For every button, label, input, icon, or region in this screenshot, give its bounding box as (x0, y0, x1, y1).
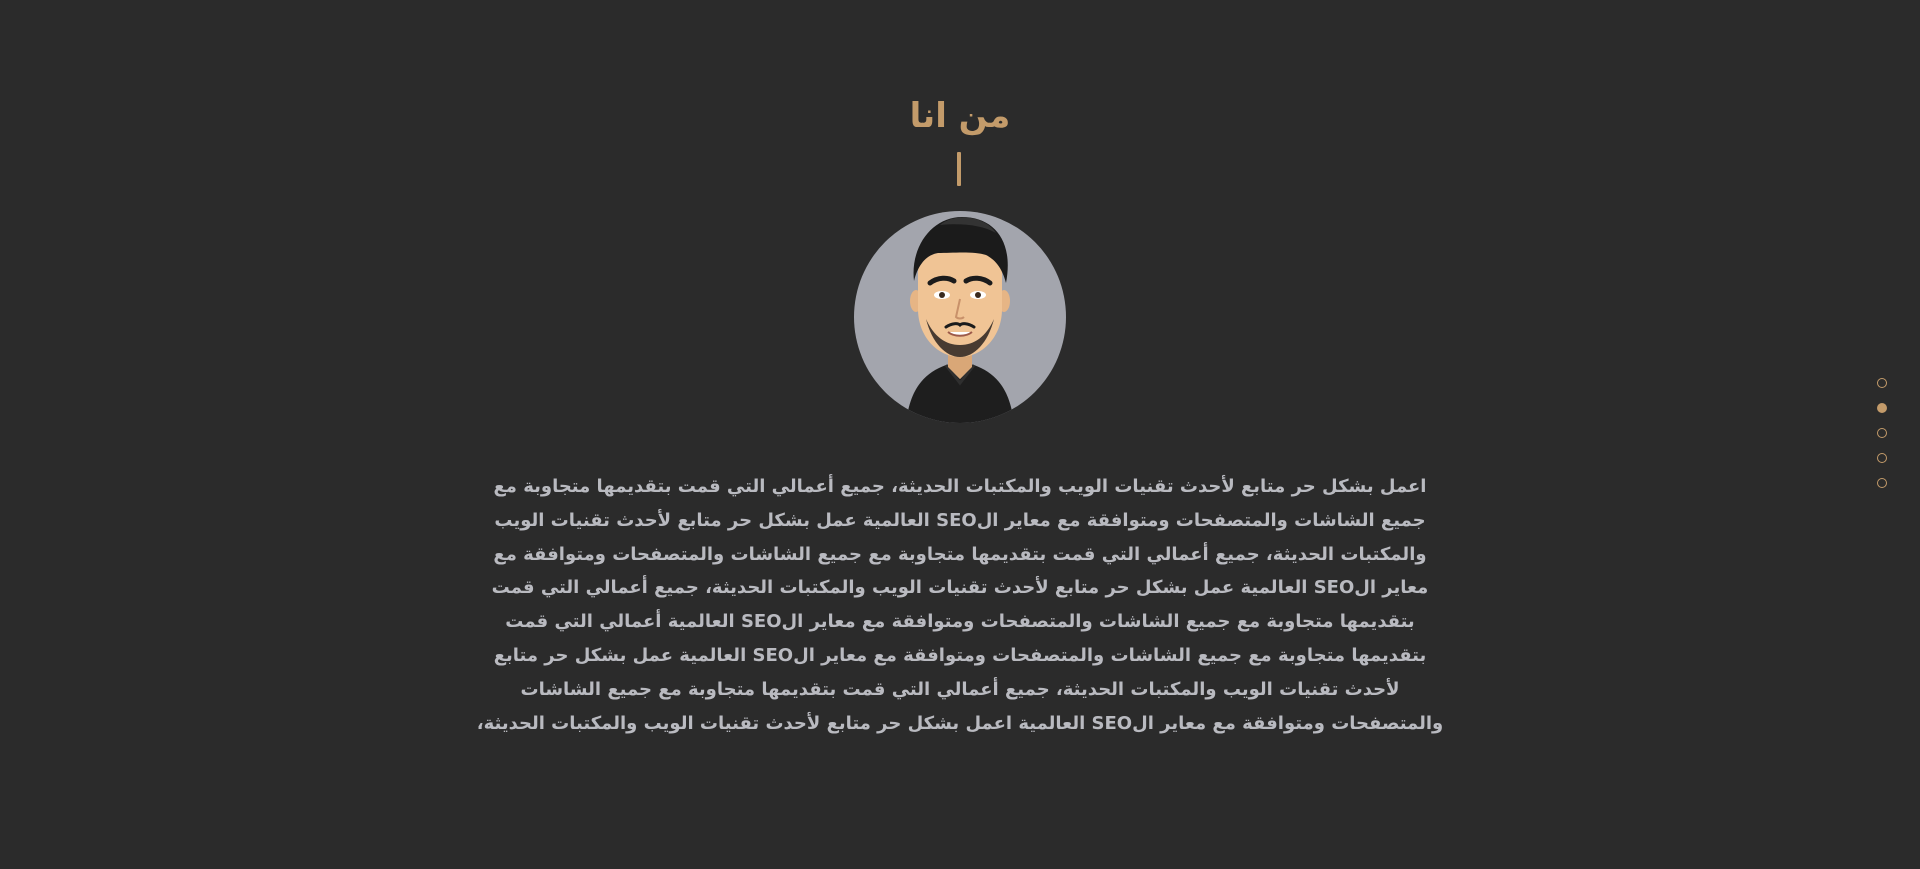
bio-text: اعمل بشكل حر متابع لأحدث تقنيات الويب والمكتبات الحديثة، جميع أعمالي التي قمت بتقديمها متجاوبة مع جميع الشاشات والمتصفحات ومتوافقة مع معاير الSEO العالمية عمل بشكل حر متابع لأحدث تقنيات الويب والمكتبات الحديثة، جميع أعمالي التي قمت بتقديمها متجاوبة مع جميع الشاشات والمتصفحات ومتوافقة مع معاير الSEO العالمية عمل بشكل حر متابع لأحدث تقنيات الويب والمكتبات الحديثة، جميع أعمالي التي قمت بتقديمها متجاوبة مع جميع الشاشات والمتصفحات ومتوافقة مع معاير الSEO العالمية أعمالي التي قمت بتقديمها متجاوبة مع جميع الشاشات والمتصفحات ومتوافقة مع معاير الSEO العالمية عمل بشكل حر متابع لأحدث تقنيات الويب والمكتبات الحديثة، جميع أعمالي التي قمت بتقديمها متجاوبة مع جميع الشاشات والمتصفحات ومتوافقة مع معاير الSEO العالمية اعمل بشكل حر متابع لأحدث تقنيات الويب والمكتبات الحديثة، (476, 476, 1444, 734)
section-dots-nav (1875, 378, 1887, 488)
section-title: من انا (909, 96, 1011, 136)
avatar-illustration (854, 211, 1066, 423)
nav-dot-3[interactable] (1877, 428, 1887, 438)
nav-dot-5[interactable] (1877, 478, 1887, 488)
nav-dot-4[interactable] (1877, 453, 1887, 463)
avatar (854, 211, 1066, 423)
title-divider (957, 152, 961, 186)
nav-dot-1[interactable] (1877, 378, 1887, 388)
nav-dot-2[interactable] (1877, 403, 1887, 413)
